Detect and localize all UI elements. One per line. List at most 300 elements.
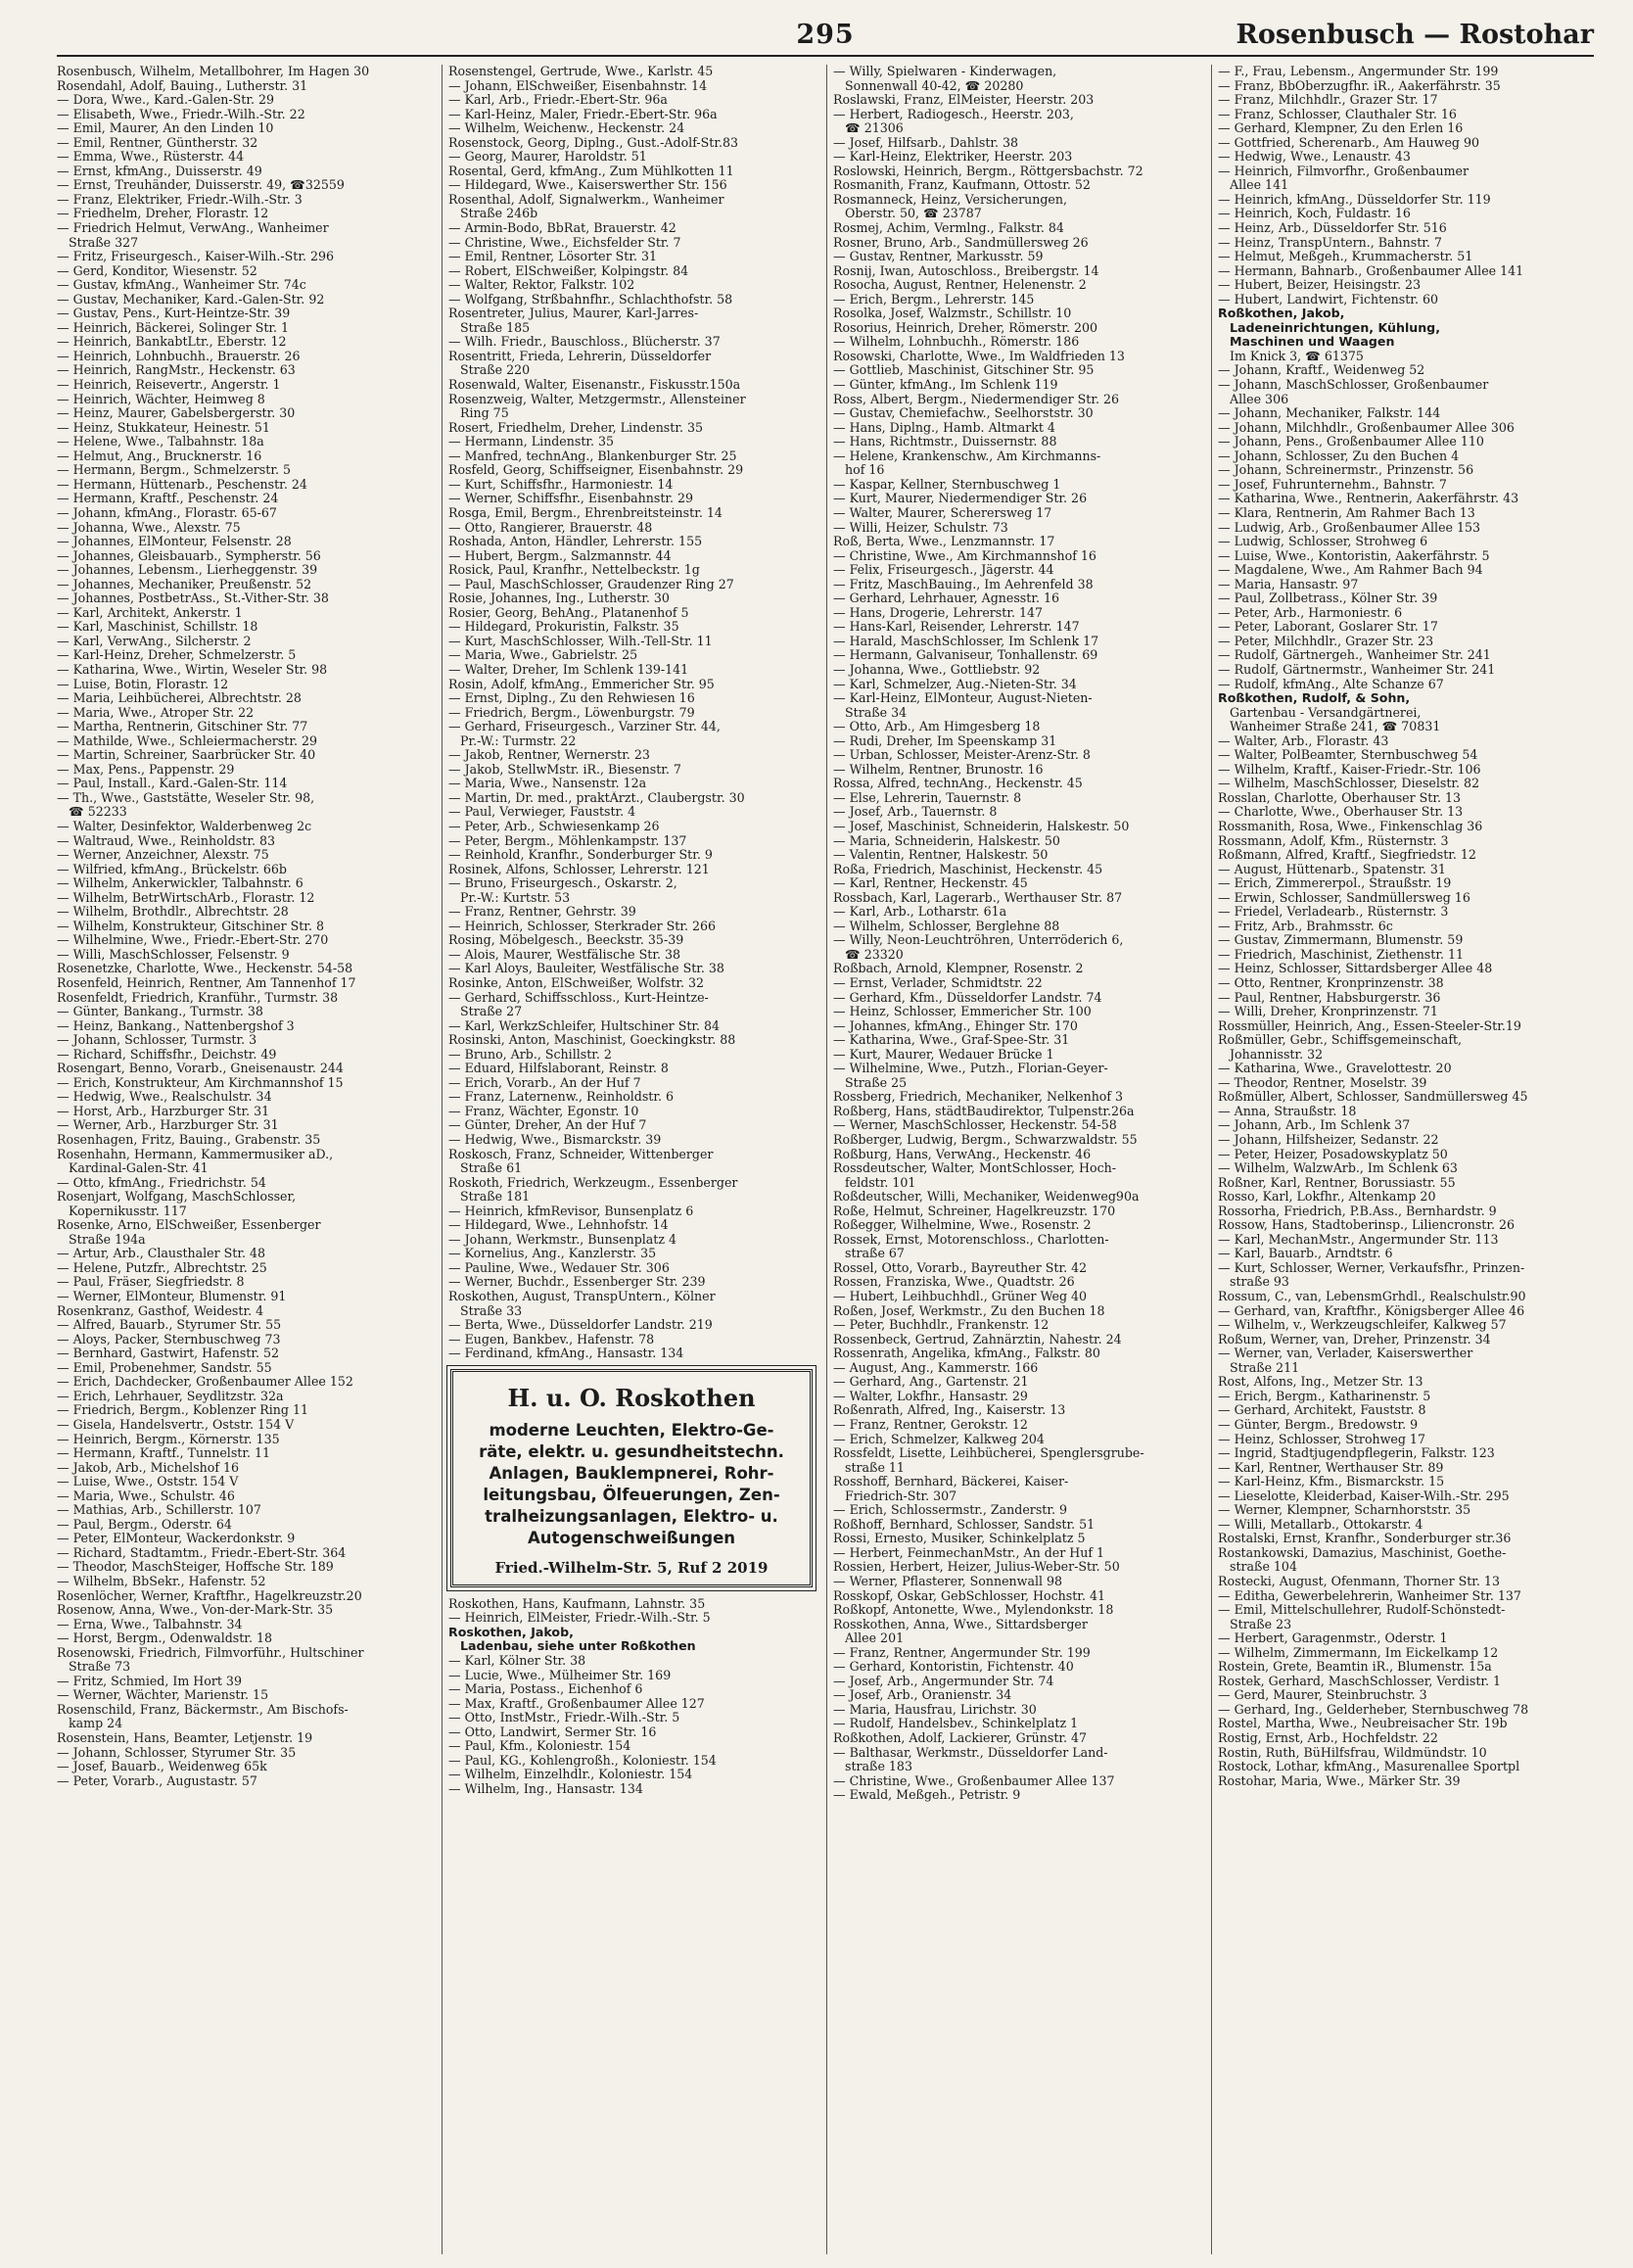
directory-entry: Roßmüller, Albert, Schlosser, Sandmüllersweg 45 — [1218, 1090, 1528, 1105]
entry-continuation: Pr.-W.: Turmstr. 22 — [460, 733, 577, 748]
directory-entry: Rostankowski, Damazius, Maschinist, Goethe- — [1218, 1545, 1507, 1560]
directory-entry: — Franz, Milchhdlr., Grazer Str. 17 — [1218, 93, 1438, 108]
directory-entry: — Werner, Buchdr., Essenberger Str. 239 — [448, 1275, 706, 1290]
directory-entry: — Wilhelm, Konstrukteur, Gitschiner Str. 8 — [57, 919, 324, 933]
entry-continuation: Maschinen und Waagen — [1230, 335, 1395, 350]
directory-entry: Roskothen, Jakob, — [448, 1625, 574, 1639]
directory-entry: — Mathilde, Wwe., Schleiermacherstr. 29 — [57, 733, 317, 748]
directory-entry: Roßmann, Alfred, Kraftf., Siegfriedstr. 12 — [1218, 848, 1476, 863]
ad-contact: Fried.-Wilhelm-Str. 5, Ruf 2 2019 — [494, 1558, 769, 1577]
directory-entry: — Georg, Maurer, Haroldstr. 51 — [448, 150, 647, 165]
directory-entry: — Johanna, Wwe., Gottliebstr. 92 — [833, 662, 1041, 677]
entry-continuation: Oberstr. 50, ☎ 23787 — [845, 207, 982, 221]
directory-entry: Rosso, Karl, Lokfhr., Altenkamp 20 — [1218, 1190, 1436, 1205]
directory-entry: — Gerhard, Klempner, Zu den Erlen 16 — [1218, 121, 1464, 136]
directory-entry: Roslowski, Heinrich, Bergm., Röttgersbachstr. 72 — [833, 164, 1143, 178]
directory-entry: Rosenfeld, Heinrich, Rentner, Am Tannenhof 17 — [57, 976, 356, 990]
directory-entry: — Werner, van, Verlader, Kaiserswerther — [1218, 1347, 1473, 1361]
directory-entry: — Maria, Wwe., Atroper Str. 22 — [57, 705, 255, 720]
ad-line: tralheizungsanlagen, Elektro- u. — [485, 1506, 778, 1526]
directory-entry: — Otto, Landwirt, Sermer Str. 16 — [448, 1725, 657, 1739]
directory-entry: — Peter, Arb., Schwiesenkamp 26 — [448, 819, 660, 833]
directory-entry: — Horst, Arb., Harzburger Str. 31 — [57, 1104, 270, 1118]
directory-entry: — Hans, Richtmstr., Duissernstr. 88 — [833, 435, 1057, 449]
directory-entry: — Harald, MaschSchlosser, Im Schlenk 17 — [833, 634, 1099, 648]
directory-entry: — Werner, Schiffsfhr., Eisenbahnstr. 29 — [448, 492, 694, 506]
directory-entry: — Ludwig, Schlosser, Strohweg 6 — [1218, 535, 1428, 549]
entry-continuation: Ladenbau, siehe unter Roßkothen — [460, 1639, 696, 1654]
directory-entry: — Walter, PolBeamter, Sternbuschweg 54 — [1218, 748, 1478, 763]
directory-entry: Roßkothen, Adolf, Lackierer, Grünstr. 47 — [833, 1730, 1088, 1745]
directory-entry: Roskoth, Friedrich, Werkzeugm., Essenberger — [448, 1175, 738, 1190]
directory-entry: Roslawski, Franz, ElMeister, Heerstr. 203 — [833, 93, 1095, 108]
directory-entry: — Heinrich, Reisevertr., Angerstr. 1 — [57, 378, 281, 393]
directory-entry: — Wilhelm, Rentner, Brunostr. 16 — [833, 762, 1044, 777]
directory-entry: Rossenrath, Angelika, kfmAng., Falkstr. 80 — [833, 1347, 1100, 1361]
directory-entry: — Ernst, Diplng., Zu den Rehwiesen 16 — [448, 691, 695, 706]
directory-entry: — Wilhelm, Lohnbuchh., Römerstr. 186 — [833, 335, 1080, 350]
directory-entry: — Wilhelm, Zimmermann, Im Eickelkamp 12 — [1218, 1645, 1499, 1660]
directory-entry: — Luise, Botin, Florastr. 12 — [57, 677, 229, 691]
directory-entry: — Friedrich, Bergm., Löwenburgstr. 79 — [448, 705, 695, 720]
directory-entry: — Maria, Leihbücherei, Albrechtstr. 28 — [57, 691, 302, 706]
directory-entry: Rosin, Adolf, kfmAng., Emmericher Str. 95 — [448, 677, 715, 691]
directory-entry: Rossmüller, Heinrich, Ang., Essen-Steeler-Str.19 — [1218, 1018, 1521, 1033]
directory-entry: Rosenke, Arno, ElSchweißer, Essenberger — [57, 1218, 321, 1233]
entry-continuation: straße 67 — [845, 1247, 905, 1261]
entry-continuation: Kardinal-Galen-Str. 41 — [69, 1161, 209, 1176]
directory-entry: — Armin-Bodo, BbRat, Brauerstr. 42 — [448, 221, 677, 236]
directory-entry: — Wilhelm, BetrWirtschArb., Florastr. 12 — [57, 890, 315, 905]
directory-entry: — Wilhelm, BbSekr., Hafenstr. 52 — [57, 1574, 266, 1588]
directory-entry: — Emil, Rentner, Lösorter Str. 31 — [448, 250, 658, 264]
directory-entry: — Luise, Wwe., Oststr. 154 V — [57, 1475, 239, 1489]
directory-entry: — Günter, Bergm., Bredowstr. 9 — [1218, 1417, 1419, 1432]
directory-entry: — Gustav, Rentner, Markusstr. 59 — [833, 250, 1044, 264]
directory-entry: — Jakob, Arb., Michelshof 16 — [57, 1460, 240, 1475]
directory-entry: — Erich, Bergm., Katharinenstr. 5 — [1218, 1389, 1431, 1403]
directory-entry: — Karl-Heinz, Maler, Friedr.-Ebert-Str. 96a — [448, 107, 718, 121]
entry-continuation: Straße 181 — [460, 1190, 531, 1205]
directory-entry: Rossmann, Adolf, Kfm., Rüsternstr. 3 — [1218, 833, 1449, 848]
directory-entry: — Klara, Rentnerin, Am Rahmer Bach 13 — [1218, 505, 1475, 520]
directory-entry: — Wilfried, kfmAng., Brückelstr. 66b — [57, 862, 287, 876]
directory-entry: — Karl-Heinz, Elektriker, Heerstr. 203 — [833, 150, 1073, 165]
directory-entry: — Hermann, Galvaniseur, Tonhallenstr. 69 — [833, 648, 1098, 663]
directory-entry: — Paul, Kfm., Koloniestr. 154 — [448, 1739, 631, 1754]
directory-entry: — Willy, Neon-Leuchtröhren, Unterröderich 6, — [833, 933, 1124, 948]
directory-entry: — Johannes, Mechaniker, Preußenstr. 52 — [57, 577, 312, 591]
directory-entry: — Wilhelm, MaschSchlosser, Dieselstr. 82 — [1218, 777, 1480, 791]
directory-entry: — Helene, Wwe., Talbahnstr. 18a — [57, 435, 264, 449]
directory-entry: — Hedwig, Wwe., Realschulstr. 34 — [57, 1090, 272, 1105]
directory-entry: — Reinhold, Kranfhr., Sonderburger Str. 9 — [448, 848, 713, 863]
directory-entry: — Karl-Heinz, Dreher, Schmelzerstr. 5 — [57, 648, 297, 663]
directory-entry: — Rudi, Dreher, Im Speenskamp 31 — [833, 733, 1057, 748]
directory-entry: Rosing, Möbelgesch., Beeckstr. 35-39 — [448, 933, 684, 948]
directory-entry: — Heinz, Schlosser, Strohweg 17 — [1218, 1432, 1425, 1446]
directory-entry: Rostecki, August, Ofenmann, Thorner Str. 13 — [1218, 1574, 1500, 1588]
directory-entry: — Erich, Konstrukteur, Am Kirchmannshof 15 — [57, 1075, 344, 1090]
entry-continuation: Allee 306 — [1230, 392, 1289, 406]
directory-entry: — Heinrich, kfmRevisor, Bunsenplatz 6 — [448, 1204, 694, 1218]
directory-entry: — Wilhelm, Kraftf., Kaiser-Friedr.-Str. 106 — [1218, 762, 1481, 777]
directory-entry: — Johann, kfmAng., Florastr. 65-67 — [57, 505, 277, 520]
directory-entry: Rossbach, Karl, Lagerarb., Werthauser Str. 87 — [833, 890, 1123, 905]
entry-continuation: Straße 211 — [1230, 1360, 1300, 1375]
directory-entry: — Walter, Dreher, Im Schlenk 139-141 — [448, 662, 689, 677]
directory-entry: Rostel, Martha, Wwe., Neubreisacher Str. 19b — [1218, 1717, 1508, 1731]
directory-entry: — Maria, Hausfrau, Lirichstr. 30 — [833, 1702, 1037, 1717]
directory-entry: — Gottfried, Scherenarb., Am Hauweg 90 — [1218, 135, 1479, 150]
ad-line: Anlagen, Bauklempnerei, Rohr- — [489, 1463, 774, 1483]
entry-continuation: Straße 220 — [460, 363, 531, 378]
ad-line: moderne Leuchten, Elektro-Ge- — [489, 1420, 774, 1440]
directory-entry: — Emil, Rentner, Güntherstr. 32 — [57, 135, 258, 150]
directory-entry: Rosenjart, Wolfgang, MaschSchlosser, — [57, 1190, 297, 1205]
directory-entry: — Theodor, Rentner, Moselstr. 39 — [1218, 1075, 1427, 1090]
directory-entry: Rosmanneck, Heinz, Versicherungen, — [833, 192, 1067, 207]
directory-entry: — Heinrich, BankabtLtr., Eberstr. 12 — [57, 335, 287, 350]
directory-entry: — Waltraud, Wwe., Reinholdstr. 83 — [57, 833, 275, 848]
directory-entry: — Gustav, Chemiefachw., Seelhorststr. 30 — [833, 406, 1094, 421]
directory-entry: — Günter, Dreher, An der Huf 7 — [448, 1118, 647, 1133]
directory-entry: — Heinrich, ElMeister, Friedr.-Wilh.-Str. 5 — [448, 1611, 711, 1626]
directory-entry: Rosslan, Charlotte, Oberhauser Str. 13 — [1218, 790, 1461, 805]
directory-entry: Rosenlöcher, Werner, Kraftfhr., Hagelkreuzstr.20 — [57, 1588, 362, 1603]
directory-entry: Rosenfeldt, Friedrich, Kranführ., Turmstr. 38 — [57, 990, 339, 1005]
directory-entry: — Else, Lehrerin, Tauernstr. 8 — [833, 790, 1022, 805]
entry-continuation: Straße 73 — [69, 1660, 131, 1675]
directory-entry: — Wilh. Friedr., Bauschloss., Blücherstr. 37 — [448, 335, 721, 350]
directory-entry: — Josef, Arb., Angermunder Str. 74 — [833, 1674, 1054, 1688]
directory-entry: Roßburg, Hans, VerwAng., Heckenstr. 46 — [833, 1147, 1092, 1161]
directory-entry: — Christine, Wwe., Eichsfelder Str. 7 — [448, 235, 681, 250]
directory-entry: — Maria, Schneiderin, Halskestr. 50 — [833, 833, 1060, 848]
directory-entry: — Johann, Pens., Großenbaumer Allee 110 — [1218, 435, 1484, 449]
directory-entry: Rosenwald, Walter, Eisenanstr., Fiskusstr.150a — [448, 378, 741, 393]
directory-entry: — Otto, kfmAng., Friedrichstr. 54 — [57, 1175, 266, 1190]
directory-entry: — Hermann, Bahnarb., Großenbaumer Allee 141 — [1218, 263, 1524, 278]
directory-entry: — Karl, Rentner, Heckenstr. 45 — [833, 876, 1028, 891]
directory-entry: — Urban, Schlosser, Meister-Arenz-Str. 8 — [833, 748, 1091, 763]
directory-entry: — Ewald, Meßgeh., Petristr. 9 — [833, 1788, 1021, 1803]
ad-text — [459, 1420, 804, 1549]
directory-entry: — Heinz, Bankang., Nattenbergshof 3 — [57, 1018, 295, 1033]
directory-entry: — Fritz, Friseurgesch., Kaiser-Wilh.-Str. 296 — [57, 250, 335, 264]
directory-entry: Rosick, Paul, Kranfhr., Nettelbeckstr. 1g — [448, 563, 700, 578]
directory-entry: — Gerhard, Schiffsschloss., Kurt-Heintze- — [448, 990, 709, 1005]
directory-entry: — Paul, Install., Kard.-Galen-Str. 114 — [57, 777, 288, 791]
ad-line: räte, elektr. u. gesundheitstechn. — [479, 1441, 784, 1461]
directory-entry: — Eugen, Bankbev., Hafenstr. 78 — [448, 1332, 655, 1347]
directory-entry: — Maria, Postass., Eichenhof 6 — [448, 1682, 643, 1697]
directory-entry: Rossmanith, Rosa, Wwe., Finkenschlag 36 — [1218, 819, 1483, 833]
directory-entry: — Josef, Hilfsarb., Dahlstr. 38 — [833, 135, 1019, 150]
directory-entry: — Gustav, Pens., Kurt-Heintze-Str. 39 — [57, 307, 291, 321]
directory-entry: Roßmüller, Gebr., Schiffsgemeinschaft, — [1218, 1033, 1463, 1048]
directory-entry: — Hildegard, Wwe., Lehnhofstr. 14 — [448, 1218, 669, 1233]
directory-entry: — Peter, Laborant, Goslarer Str. 17 — [1218, 620, 1438, 635]
directory-entry: — Martin, Dr. med., praktÄrzt., Claubergstr. 30 — [448, 790, 745, 805]
directory-entry: — Peter, Arb., Harmoniestr. 6 — [1218, 605, 1403, 620]
directory-entry: — Alois, Maurer, Westfälische Str. 38 — [448, 947, 680, 962]
directory-entry: — Johanna, Wwe., Alexstr. 75 — [57, 520, 241, 535]
directory-entry: — Karl, Bauarb., Arndtstr. 6 — [1218, 1247, 1393, 1261]
directory-entry: — Otto, InstMstr., Friedr.-Wilh.-Str. 5 — [448, 1711, 680, 1725]
directory-entry: Rosinke, Anton, ElSchweißer, Wolfstr. 32 — [448, 976, 705, 990]
entry-continuation: Ring 75 — [460, 406, 509, 421]
directory-entry: — Wilhelm, Ankerwickler, Talbahnstr. 6 — [57, 876, 303, 891]
entry-continuation: Johannisstr. 32 — [1230, 1047, 1324, 1062]
directory-entry: — Paul, Bergm., Oderstr. 64 — [57, 1517, 232, 1532]
page-header — [57, 14, 1594, 57]
directory-entry: — Heinrich, RangMstr., Heckenstr. 63 — [57, 363, 296, 378]
directory-entry: — Hedwig, Wwe., Bismarckstr. 39 — [448, 1133, 662, 1148]
directory-entry: Roßegger, Wilhelmine, Wwe., Rosenstr. 2 — [833, 1218, 1092, 1233]
directory-entry: Rossenbeck, Gertrud, Zahnärztin, Nahestr. 24 — [833, 1332, 1122, 1347]
directory-entry: Rosenkranz, Gasthof, Weidestr. 4 — [57, 1303, 264, 1318]
directory-entry: — Josef, Arb., Tauernstr. 8 — [833, 805, 998, 820]
directory-entry: Rosenzweig, Walter, Metzgermstr., Allensteiner — [448, 392, 746, 406]
directory-entry: — Johannes, PostbetrAss., St.-Vither-Str. 38 — [57, 591, 329, 606]
entry-continuation: ☎ 21306 — [845, 121, 904, 136]
directory-entry: — Erich, Vorarb., An der Huf 7 — [448, 1075, 641, 1090]
directory-entry: — Alfred, Bauarb., Styrumer Str. 55 — [57, 1318, 282, 1333]
directory-entry: — Christine, Wwe., Am Kirchmannshof 16 — [833, 548, 1096, 563]
directory-entry: — Hildegard, Prokuristin, Falkstr. 35 — [448, 620, 679, 635]
directory-entry: — Hermann, Kraftf., Tunnelstr. 11 — [57, 1446, 271, 1461]
entry-continuation: Straße 27 — [460, 1005, 523, 1019]
directory-entry: — Willi, Heizer, Schulstr. 73 — [833, 520, 1008, 535]
directory-entry: Rosier, Georg, BehAng., Platanenhof 5 — [448, 605, 689, 620]
directory-entry: — Christine, Wwe., Großenbaumer Allee 137 — [833, 1773, 1115, 1788]
directory-entry: — Franz, Rentner, Angermunder Str. 199 — [833, 1645, 1091, 1660]
directory-entry: — Balthasar, Werkmstr., Düsseldorfer Land- — [833, 1745, 1108, 1760]
directory-entry: — Gottlieb, Maschinist, Gitschiner Str. 95 — [833, 363, 1095, 378]
entry-continuation: straße 93 — [1230, 1275, 1289, 1290]
directory-entry: — Karl, Maschinist, Schillstr. 18 — [57, 620, 258, 635]
directory-entry: — Heinrich, Bergm., Körnerstr. 135 — [57, 1432, 280, 1446]
directory-entry: Rosshoff, Bernhard, Bäckerei, Kaiser- — [833, 1475, 1069, 1489]
directory-entry: — Maria, Wwe., Schulstr. 46 — [57, 1488, 235, 1503]
entry-continuation: Kopernikusstr. 117 — [69, 1204, 187, 1218]
directory-entry: — Karl Aloys, Bauleiter, Westfälische Str. 38 — [448, 962, 724, 976]
directory-entry: — Maria, Hansastr. 97 — [1218, 577, 1359, 591]
directory-entry: Rosocha, August, Rentner, Helenenstr. 2 — [833, 278, 1087, 293]
directory-entry: — Heinrich, Koch, Fuldastr. 16 — [1218, 207, 1411, 221]
ad-line: leitungsbau, Ölfeuerungen, Zen- — [483, 1485, 780, 1504]
directory-entry: — Fritz, Schmied, Im Hort 39 — [57, 1674, 242, 1688]
directory-entry: — Felix, Friseurgesch., Jägerstr. 44 — [833, 563, 1054, 578]
directory-entry: — Heinz, Stukkateur, Heinestr. 51 — [57, 420, 270, 435]
directory-entry: — Franz, Elektriker, Friedr.-Wilh.-Str. 3 — [57, 192, 303, 207]
directory-entry: — Josef, Bauarb., Weidenweg 65k — [57, 1760, 267, 1774]
directory-entry: Rosga, Emil, Bergm., Ehrenbreitsteinstr. 14 — [448, 505, 723, 520]
directory-entry: — Johann, Werkmstr., Bunsenplatz 4 — [448, 1232, 677, 1247]
directory-entry: — Hermann, Hüttenarb., Peschenstr. 24 — [57, 477, 307, 492]
directory-entry: — Katharina, Wwe., Graf-Spee-Str. 31 — [833, 1033, 1070, 1048]
directory-entry: — Kaspar, Kellner, Sternbuschweg 1 — [833, 477, 1061, 492]
directory-entry: — Rudolf, kfmAng., Alte Schanze 67 — [1218, 677, 1444, 691]
directory-entry: — Karl, Architekt, Ankerstr. 1 — [57, 605, 243, 620]
directory-entry: — Wilhelm, Brothdlr., Albrechtstr. 28 — [57, 905, 289, 920]
directory-entry: — Hermann, Bergm., Schmelzerstr. 5 — [57, 463, 291, 478]
directory-entry: — Johann, Kraftf., Weidenweg 52 — [1218, 363, 1425, 378]
directory-entry: — August, Ang., Kammerstr. 166 — [833, 1360, 1039, 1375]
directory-entry: — Gerhard, van, Kraftfhr., Königsberger Allee 46 — [1218, 1303, 1525, 1318]
directory-entry: — Herbert, Garagenmstr., Oderstr. 1 — [1218, 1631, 1448, 1646]
directory-entry: Rosenow, Anna, Wwe., Von-der-Mark-Str. 35 — [57, 1603, 334, 1618]
directory-entry: — Editha, Gewerbelehrerin, Wanheimer Str. 137 — [1218, 1588, 1521, 1603]
directory-entry: — Maria, Wwe., Gabrielstr. 25 — [448, 648, 638, 663]
directory-entry: — Franz, BbOberzugfhr. iR., Aakerfährstr. 35 — [1218, 78, 1501, 93]
ad-title: H. u. O. Roskothen — [507, 1383, 756, 1412]
directory-entry: — Erich, Zimmererpol., Straußstr. 19 — [1218, 876, 1452, 891]
directory-entry: Rosenstein, Hans, Beamter, Letjenstr. 19 — [57, 1730, 313, 1745]
directory-entry: — Gerhard, Lehrhauer, Agnesstr. 16 — [833, 591, 1059, 606]
entry-continuation: Straße 194a — [69, 1232, 146, 1247]
directory-entry: — Herbert, Radiogesch., Heerstr. 203, — [833, 107, 1074, 121]
running-head: Rosenbusch — Rostohar — [1236, 20, 1594, 50]
directory-entry: — Rudolf, Handelsbev., Schinkelplatz 1 — [833, 1717, 1079, 1731]
directory-entry: Rosfeld, Georg, Schiffseigner, Eisenbahnstr. 29 — [448, 463, 744, 478]
directory-entry: — Hermann, Lindenstr. 35 — [448, 435, 615, 449]
directory-entry: Rostek, Gerhard, MaschSchlosser, Verdistr. 1 — [1218, 1674, 1502, 1688]
entry-continuation: Friedrich-Str. 307 — [845, 1488, 957, 1503]
entry-continuation: Sonnenwall 40-42, ☎ 20280 — [845, 78, 1024, 93]
directory-entry: — Valentin, Rentner, Halskestr. 50 — [833, 848, 1049, 863]
directory-entry: — Heinz, Maurer, Gabelsbergerstr. 30 — [57, 406, 296, 421]
directory-entry: Rosenstock, Georg, Diplng., Gust.-Adolf-Str.83 — [448, 135, 739, 150]
directory-entry: — Johannes, Gleisbauarb., Sympherstr. 56 — [57, 548, 321, 563]
directory-entry: — Hans, Diplng., Hamb. Altmarkt 4 — [833, 420, 1055, 435]
directory-entry: — Emma, Wwe., Rüsterstr. 44 — [57, 150, 245, 165]
directory-entry: Roßenrath, Alfred, Ing., Kaiserstr. 13 — [833, 1403, 1066, 1418]
directory-entry: Roßbach, Arnold, Klempner, Rosenstr. 2 — [833, 962, 1084, 976]
directory-entry: Rossek, Ernst, Motorenschloss., Charlotten- — [833, 1232, 1109, 1247]
entry-continuation: Straße 23 — [1230, 1617, 1292, 1631]
directory-entry: — Franz, Schlosser, Clauthaler Str. 16 — [1218, 107, 1457, 121]
entry-continuation: ☎ 52233 — [69, 805, 127, 820]
directory-entry: — Ingrid, Stadtjugendpflegerin, Falkstr. 123 — [1218, 1446, 1495, 1461]
directory-entry: Roßum, Werner, van, Dreher, Prinzenstr. 34 — [1218, 1332, 1491, 1347]
directory-entry: — Kurt, MaschSchlosser, Wilh.-Tell-Str. 11 — [448, 634, 713, 648]
entry-continuation: Pr.-W.: Kurtstr. 53 — [460, 890, 571, 905]
directory-entry: — Jakob, StellwMstr. iR., Biesenstr. 7 — [448, 762, 681, 777]
entry-continuation: Straße 34 — [845, 705, 908, 720]
directory-entry: — Johannes, ElMonteur, Felsenstr. 28 — [57, 535, 292, 549]
entry-continuation: Im Knick 3, ☎ 61375 — [1230, 349, 1364, 363]
directory-entry: Rosenowski, Friedrich, Filmvorführ., Hultschiner — [57, 1645, 364, 1660]
directory-entry: — Gerhard, Kontoristin, Fichtenstr. 40 — [833, 1660, 1074, 1675]
directory-entry: Rossi, Ernesto, Musiker, Schinkelplatz 5 — [833, 1532, 1086, 1546]
directory-entry: Roßa, Friedrich, Maschinist, Heckenstr. 45 — [833, 862, 1103, 876]
directory-entry: — Peter, Buchhdlr., Frankenstr. 12 — [833, 1318, 1050, 1333]
directory-entry: — Josef, Maschinist, Schneiderin, Halskestr. 50 — [833, 819, 1130, 833]
directory-entry: — Erich, Bergm., Lehrerstr. 145 — [833, 292, 1035, 307]
directory-entry: — Kurt, Maurer, Wedauer Brücke 1 — [833, 1047, 1054, 1062]
directory-entry: — Helmut, Ang., Brucknerstr. 16 — [57, 449, 262, 463]
directory-entry: — Johann, Schreinermstr., Prinzenstr. 56 — [1218, 463, 1474, 478]
entry-continuation: Straße 327 — [69, 235, 139, 250]
directory-entry: — Johann, Schlosser, Turmstr. 3 — [57, 1033, 257, 1048]
directory-entry: — Otto, Rangierer, Brauerstr. 48 — [448, 520, 653, 535]
directory-entry: Rosenthal, Adolf, Signalwerkm., Wanheimer — [448, 192, 724, 207]
directory-entry: — Berta, Wwe., Düsseldorfer Landstr. 219 — [448, 1318, 713, 1333]
directory-entry: — Katharina, Wwe., Gravelottestr. 20 — [1218, 1062, 1452, 1076]
directory-entry: — Willy, Spielwaren - Kinderwagen, — [833, 65, 1057, 78]
directory-entry: Rostalski, Ernst, Kranfhr., Sonderburger str.36 — [1218, 1532, 1512, 1546]
directory-entry: Rosenschild, Franz, Bäckermstr., Am Bischofs- — [57, 1702, 349, 1717]
directory-entry: — Karl, VerwAng., Silcherstr. 2 — [57, 634, 252, 648]
directory-entry: — Fritz, MaschBauing., Im Aehrenfeld 38 — [833, 577, 1094, 591]
directory-entry: — Wilhelm, Ing., Hansastr. 134 — [448, 1781, 643, 1796]
directory-entry: — Josef, Arb., Oranienstr. 34 — [833, 1688, 1012, 1703]
directory-entry: — Heinrich, Bäckerei, Solinger Str. 1 — [57, 320, 290, 335]
directory-entry: Rossow, Hans, Stadtoberinsp., Liliencronstr. 26 — [1218, 1218, 1516, 1233]
directory-entry: — Werner, Anzeichner, Alexstr. 75 — [57, 848, 269, 863]
directory-entry: — Karl-Heinz, ElMonteur, August-Nieten- — [833, 691, 1093, 706]
directory-entry: — Hubert, Beizer, Heisingstr. 23 — [1218, 278, 1422, 293]
directory-entry: Rosenhahn, Hermann, Kammermusiker aD., — [57, 1147, 334, 1161]
directory-entry: — Gerhard, Ang., Gartenstr. 21 — [833, 1375, 1029, 1390]
directory-entry: — Magdalene, Wwe., Am Rahmer Bach 94 — [1218, 563, 1483, 578]
directory-entry: — Karl, Rentner, Werthauser Str. 89 — [1218, 1460, 1444, 1475]
directory-entry: — Walter, Maurer, Scherersweg 17 — [833, 505, 1052, 520]
entry-continuation: Straße 246b — [460, 207, 538, 221]
directory-column-3 — [826, 65, 1211, 2254]
directory-entry: Roßner, Karl, Rentner, Borussiastr. 55 — [1218, 1175, 1456, 1190]
directory-entry: — Johann, MaschSchlosser, Großenbaumer — [1218, 378, 1489, 393]
directory-entry: Roßkopf, Antonette, Wwe., Mylendonkstr. 18 — [833, 1603, 1114, 1618]
directory-entry: Roskosch, Franz, Schneider, Wittenberger — [448, 1147, 714, 1161]
directory-entry: — Martin, Schreiner, Saarbrücker Str. 40 — [57, 748, 316, 763]
directory-entry: — Willi, MaschSchlosser, Felsenstr. 9 — [57, 947, 290, 962]
directory-entry: — Jakob, Rentner, Wernerstr. 23 — [448, 748, 650, 763]
directory-entry: — Karl, Kölner Str. 38 — [448, 1653, 586, 1668]
directory-entry: — Lucie, Wwe., Mülheimer Str. 169 — [448, 1668, 672, 1682]
directory-entry: Rossa, Alfred, technAng., Heckenstr. 45 — [833, 777, 1083, 791]
directory-entry: — Heinz, TranspUntern., Bahnstr. 7 — [1218, 235, 1442, 250]
directory-entry: — Kurt, Schiffsfhr., Harmoniestr. 14 — [448, 477, 674, 492]
directory-entry: Rosorius, Heinrich, Dreher, Römerstr. 200 — [833, 320, 1097, 335]
directory-entry: — Friedrich, Maschinist, Ziethenstr. 11 — [1218, 947, 1465, 962]
directory-entry: — Gerhard, Kfm., Düsseldorfer Landstr. 74 — [833, 990, 1102, 1005]
directory-entry: — Werner, Wächter, Marienstr. 15 — [57, 1688, 269, 1703]
directory-entry: — Richard, Stadtamtm., Friedr.-Ebert-Str. 364 — [57, 1545, 347, 1560]
directory-entry: Roßdeutscher, Willi, Mechaniker, Weidenweg90a — [833, 1190, 1140, 1205]
directory-entry: — Johann, Schlosser, Styrumer Str. 35 — [57, 1745, 297, 1760]
directory-entry: — Artur, Arb., Clausthaler Str. 48 — [57, 1247, 265, 1261]
directory-entry: — Willi, Dreher, Kronprinzenstr. 71 — [1218, 1005, 1438, 1019]
directory-entry: Rostin, Ruth, BüHilfsfrau, Wildmündstr. 10 — [1218, 1745, 1487, 1760]
directory-entry: — Karl, Arb., Lotharstr. 61a — [833, 905, 1007, 920]
directory-entry: Roße, Helmut, Schreiner, Hagelkreuzstr. 170 — [833, 1204, 1116, 1218]
directory-entry: — Emil, Maurer, An den Linden 10 — [57, 121, 274, 136]
directory-entry: — Fritz, Arb., Brahmsstr. 6c — [1218, 919, 1393, 933]
directory-entry: — Erich, Schmelzer, Kalkweg 204 — [833, 1432, 1045, 1446]
directory-entry: — Dora, Wwe., Kard.-Galen-Str. 29 — [57, 93, 275, 108]
directory-entry: Rossdeutscher, Walter, MontSchlosser, Hoch- — [833, 1161, 1116, 1176]
directory-entry: — Wilhelm, Schlosser, Berglehne 88 — [833, 919, 1060, 933]
directory-entry: — Gerhard, Ing., Gelderheber, Sternbuschweg 78 — [1218, 1702, 1529, 1717]
directory-entry: — Paul, Zollbetrass., Kölner Str. 39 — [1218, 591, 1438, 606]
directory-entry: — Kurt, Maurer, Niedermendiger Str. 26 — [833, 492, 1088, 506]
directory-entry: Rosner, Bruno, Arb., Sandmüllersweg 26 — [833, 235, 1089, 250]
entry-continuation: Straße 185 — [460, 320, 531, 335]
directory-entry: — Th., Wwe., Gaststätte, Weseler Str. 98, — [57, 790, 315, 805]
